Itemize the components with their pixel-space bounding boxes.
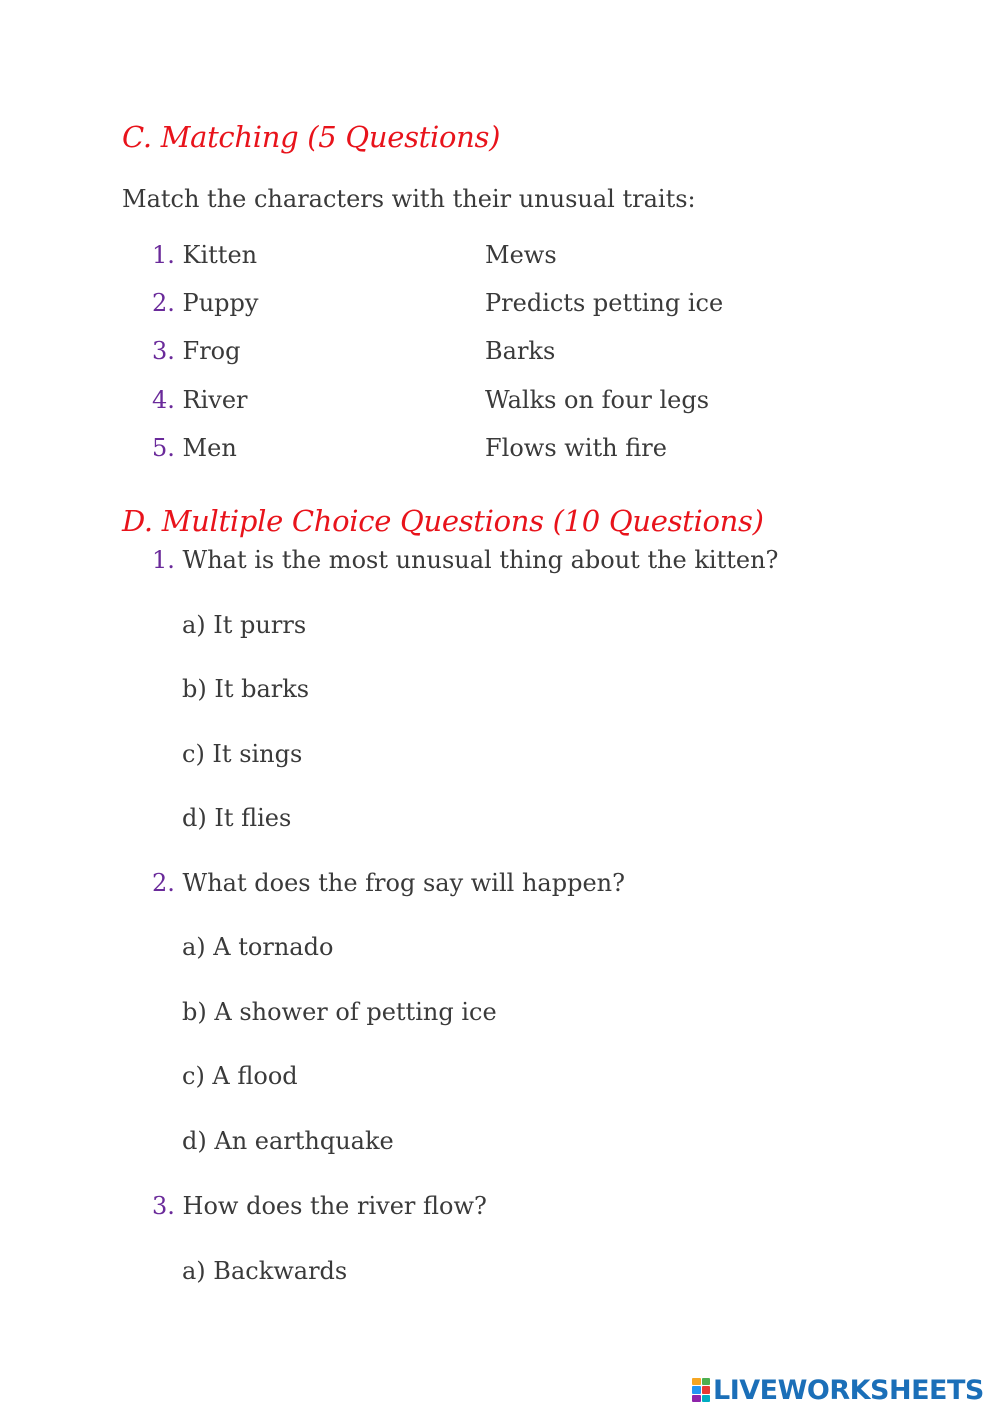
matching-row (152, 337, 240, 365)
question-number: 1. (152, 546, 175, 574)
answer-option[interactable]: c) It sings (182, 740, 303, 768)
trait-label: Predicts petting ice (485, 289, 724, 317)
item-number: 5. (152, 434, 175, 462)
liveworksheets-logo (692, 1372, 984, 1408)
item-number: 3. (152, 337, 175, 365)
answer-option[interactable]: a) It purrs (182, 611, 307, 639)
logo-tile (692, 1378, 701, 1385)
answer-option[interactable]: a) A tornado (182, 933, 334, 961)
answer-option[interactable]: a) Backwards (182, 1257, 348, 1285)
answer-option[interactable]: c) A flood (182, 1062, 298, 1090)
character-label: Puppy (182, 289, 259, 317)
matching-instructions: Match the characters with their unusual traits: (122, 185, 696, 213)
matching-row (152, 386, 248, 414)
answer-option[interactable]: b) A shower of petting ice (182, 998, 497, 1026)
question-text: What does the frog say will happen? (182, 869, 625, 897)
character-label: Kitten (182, 241, 258, 269)
section-c-heading: C. Matching (5 Questions) (122, 120, 501, 154)
logo-tile (702, 1386, 711, 1393)
section-d-heading: D. Multiple Choice Questions (10 Questions) (122, 504, 764, 538)
trait-label: Mews (485, 241, 557, 269)
answer-option[interactable]: b) It barks (182, 675, 310, 703)
trait-label: Walks on four legs (485, 386, 710, 414)
question-text: How does the river flow? (182, 1192, 487, 1220)
logo-text: LIVEWORKSHEETS (713, 1374, 984, 1406)
answer-option[interactable]: d) An earthquake (182, 1127, 394, 1155)
question-number: 3. (152, 1192, 175, 1220)
question-text: What is the most unusual thing about the kitten? (182, 546, 779, 574)
answer-option[interactable]: d) It flies (182, 804, 292, 832)
logo-tile (692, 1386, 701, 1393)
character-label: Frog (182, 337, 241, 365)
trait-label: Flows with fire (485, 434, 667, 462)
question (152, 869, 625, 897)
item-number: 1. (152, 241, 175, 269)
question-number: 2. (152, 869, 175, 897)
logo-tile (702, 1378, 711, 1385)
matching-row (152, 241, 257, 269)
logo-tile (692, 1395, 701, 1402)
trait-label: Barks (485, 337, 556, 365)
matching-row (152, 289, 258, 317)
character-label: River (182, 386, 248, 414)
item-number: 2. (152, 289, 175, 317)
question (152, 1192, 487, 1220)
question (152, 546, 778, 574)
logo-tile (702, 1395, 711, 1402)
item-number: 4. (152, 386, 175, 414)
matching-row (152, 434, 237, 462)
character-label: Men (182, 434, 237, 462)
logo-icon (692, 1378, 710, 1402)
